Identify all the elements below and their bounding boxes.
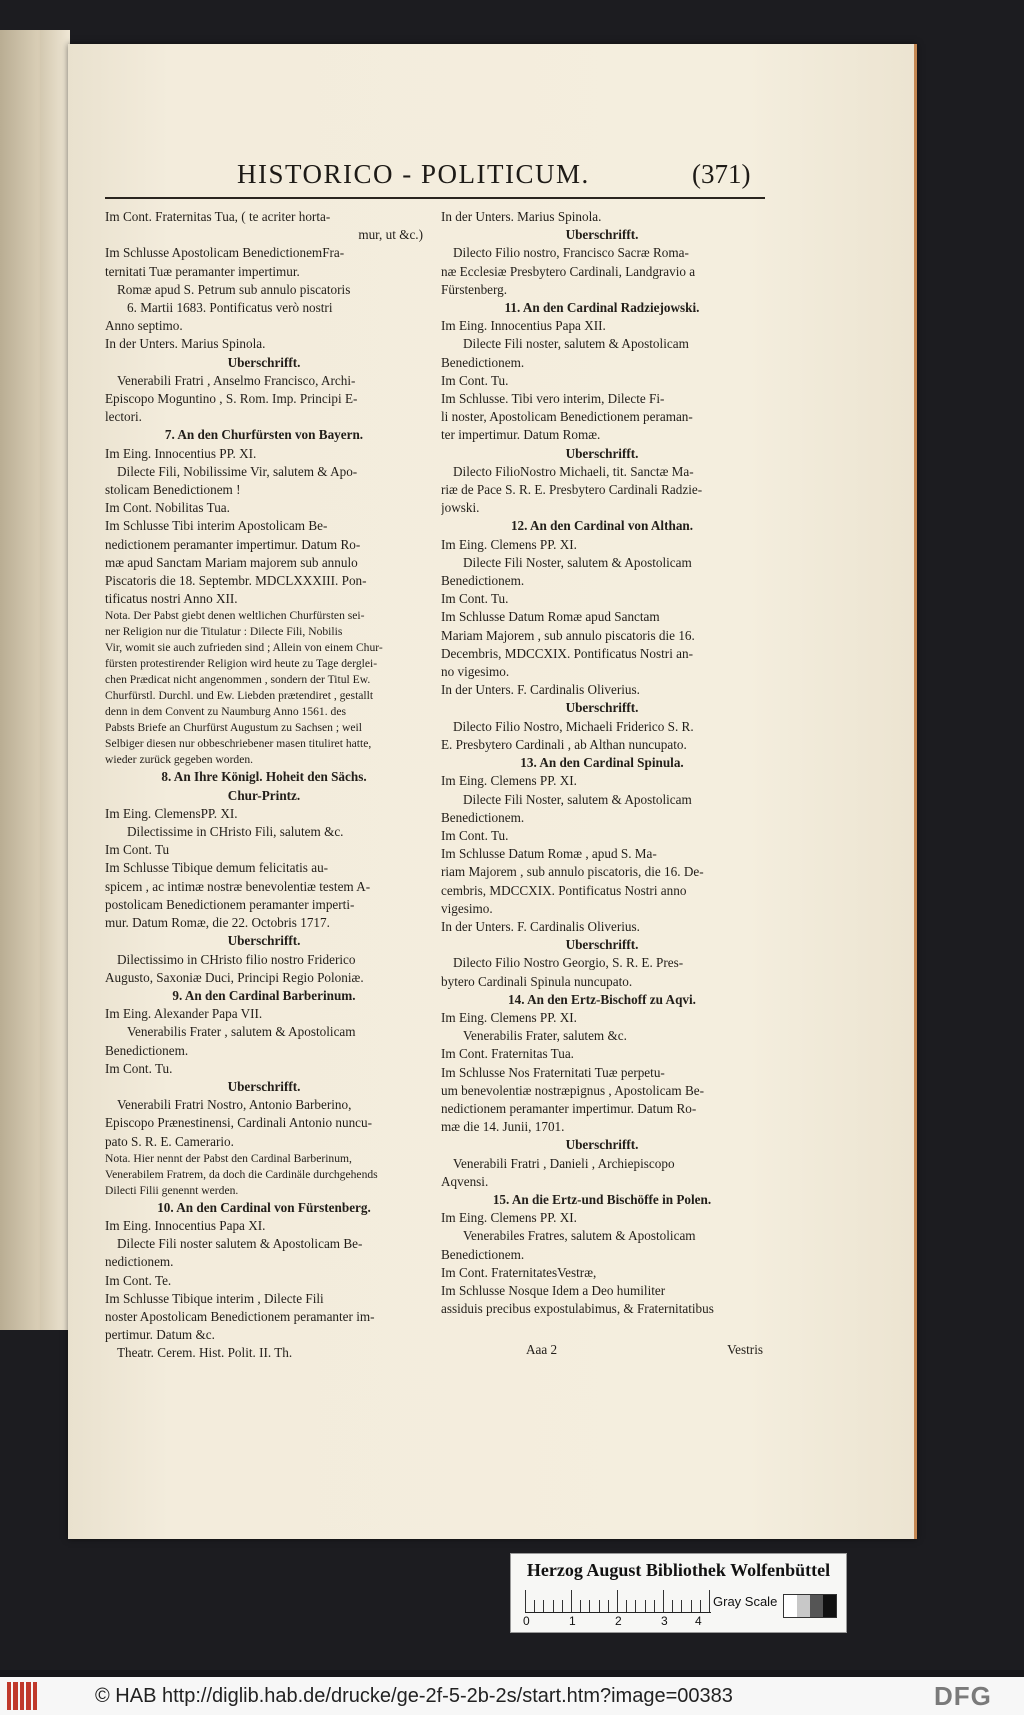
- ruler-tick: [543, 1600, 544, 1612]
- text-line: Fürstenberg.: [441, 281, 508, 297]
- ruler-tick: [617, 1590, 618, 1612]
- ruler-tick: [691, 1600, 692, 1612]
- text-line: noster Apostolicam Benedictionem peramanter im-: [105, 1308, 375, 1324]
- ruler-tick: [709, 1590, 710, 1612]
- text-line: ner Religion nur die Titulatur : Dilecte Fili, Nobilis: [105, 625, 343, 639]
- text-line: nedictionem.: [105, 1254, 174, 1270]
- text-line: Im Eing. Innocentius Papa XII.: [441, 318, 606, 334]
- text-line: Im Schlusse Nosque Idem a Deo humiliter: [441, 1282, 666, 1298]
- section-heading: 7. An den Churfürsten von Bayern.: [164, 427, 364, 443]
- scale-number: 3: [661, 1614, 668, 1628]
- text-line: Venerabili Fratri , Danieli , Archiepiscopo: [453, 1155, 675, 1171]
- ruler-tick: [599, 1600, 600, 1612]
- text-line: Venerabili Fratri , Anselmo Francisco, Archi-: [117, 372, 356, 388]
- section-heading: 13. An den Cardinal Spinula.: [520, 755, 684, 771]
- text-line: chen Prædicat nicht angenommen , sondern der Titul Ew.: [105, 673, 371, 687]
- text-line: Im Cont. Te.: [105, 1272, 172, 1288]
- section-heading: 12. An den Cardinal von Althan.: [510, 518, 694, 534]
- text-line: denn in dem Convent zu Naumburg Anno 1561. des: [105, 705, 346, 719]
- running-title: HISTORICO - POLITICUM.: [237, 159, 590, 189]
- scale-number: 4: [695, 1614, 702, 1628]
- text-line: Im Schlusse Apostolicam BenedictionemFra-: [105, 245, 345, 261]
- text-line: Augusto, Saxoniæ Duci, Principi Regio Poloniæ.: [105, 969, 364, 985]
- gray-swatch-cell: [797, 1595, 810, 1617]
- text-line: mæ apud Sanctam Mariam majorem sub annulo: [105, 554, 358, 570]
- text-line: Romæ apud S. Petrum sub annulo piscatoris: [117, 281, 351, 297]
- text-line: Dilecto Filio Nostro, Michaeli Friderico S. R.: [453, 718, 694, 734]
- ruler-tick: [589, 1600, 590, 1612]
- left-text-column: [105, 208, 423, 1363]
- text-line: jowski.: [441, 500, 480, 516]
- scale-number: 2: [615, 1614, 622, 1628]
- text-line: In der Unters. F. Cardinalis Oliverius.: [441, 918, 640, 934]
- text-line: Dilectissime in CHristo Fili, salutem &c.: [127, 824, 344, 840]
- text-line: Im Eing. Innocentius Papa XI.: [105, 1217, 266, 1233]
- text-line: Dilecti Filii genennt werden.: [105, 1183, 239, 1197]
- text-line: Im Schlusse Tibi interim Apostolicam Be-: [105, 518, 328, 534]
- text-line: Churfürstl. Durchl. und Ew. Liebden prætendiret , gestallt: [105, 689, 374, 703]
- text-line: Episcopo Prænestinensi, Cardinali Antonio nuncu-: [105, 1115, 373, 1131]
- text-line: lectori.: [105, 409, 142, 425]
- page-number: (371): [692, 159, 751, 189]
- text-line: Venerabilem Fratrem, da doch die Cardinäle durchgehends: [105, 1167, 378, 1181]
- text-line: vigesimo.: [441, 900, 493, 916]
- text-line: E. Presbytero Cardinali , ab Althan nuncupato.: [441, 736, 687, 752]
- ruler-tick: [608, 1600, 609, 1612]
- text-line: ter impertimur. Datum Romæ.: [441, 427, 601, 443]
- section-heading: Uberschrifft.: [565, 937, 639, 953]
- section-heading: 11. An den Cardinal Radziejowski.: [504, 300, 700, 316]
- text-line: In der Unters. Marius Spinola.: [105, 336, 266, 352]
- text-line: Im Schlusse Tibique demum felicitatis au-: [105, 860, 329, 876]
- text-line: Benedictionem.: [441, 573, 525, 589]
- section-heading: Uberschrifft.: [227, 354, 301, 370]
- hab-logo-icon: [7, 1682, 37, 1710]
- gray-scale-label: Gray Scale: [713, 1594, 778, 1609]
- scale-ruler: [525, 1588, 711, 1613]
- text-line: Im Cont. Tu.: [441, 591, 509, 607]
- text-line: Benedictionem.: [105, 1042, 189, 1058]
- text-line: Decembris, MDCCXIX. Pontificatus Nostri an-: [441, 645, 693, 661]
- scale-number: 0: [523, 1614, 530, 1628]
- text-line: ternitati Tuæ peramanter impertimur.: [105, 263, 300, 279]
- text-line: Benedictionem.: [441, 1246, 525, 1262]
- page-fold: [40, 30, 70, 1330]
- text-line: Dilecte Fili Noster, salutem & Apostolicam: [463, 791, 692, 807]
- text-line: Venerabilis Frater, salutem &c.: [463, 1028, 627, 1044]
- section-heading: Uberschrifft.: [565, 700, 639, 716]
- text-line: Im Cont. FraternitatesVestræ,: [441, 1264, 597, 1280]
- text-line: Dilecte Fili, Nobilissime Vir, salutem & Apo-: [117, 463, 358, 479]
- text-line: Benedictionem.: [441, 354, 525, 370]
- text-line: Im Schlusse. Tibi vero interim, Dilecte Fi-: [441, 391, 665, 407]
- text-line: mur, ut &c.): [358, 227, 423, 243]
- text-line: næ Ecclesiæ Presbytero Cardinali, Landgravio a: [441, 263, 696, 279]
- text-line: Dilecte Fili Noster, salutem & Apostolicam: [463, 554, 692, 570]
- text-line: Im Cont. Fraternitas Tua, ( te acriter horta-: [105, 209, 331, 224]
- section-heading: 9. An den Cardinal Barberinum.: [172, 987, 356, 1003]
- text-line: Im Cont. Tu.: [441, 827, 509, 843]
- text-line: riæ de Pace S. R. E. Presbytero Cardinali Radzie-: [441, 482, 703, 498]
- text-line: Benedictionem.: [441, 809, 525, 825]
- text-line: riam Majorem , sub annulo piscatoris, die 16. De-: [441, 864, 704, 880]
- text-line: Im Eing. Clemens PP. XI.: [441, 773, 577, 789]
- text-line: Piscatoris die 18. Septembr. MDCLXXXIII. Pon-: [105, 573, 367, 589]
- text-line: no vigesimo.: [441, 664, 510, 680]
- text-line: Im Cont. Tu: [105, 842, 170, 858]
- ruler-tick: [645, 1600, 646, 1612]
- text-line: Dilecto Filio nostro, Francisco Sacræ Roma-: [453, 245, 689, 261]
- ruler-tick: [553, 1600, 554, 1612]
- text-line: Im Cont. Tu.: [105, 1060, 173, 1076]
- text-line: li noster, Apostolicam Benedictionem peraman-: [441, 409, 693, 425]
- ruler-tick: [562, 1600, 563, 1612]
- text-line: Venerabiles Fratres, salutem & Apostolicam: [463, 1228, 696, 1244]
- text-line: Dilecte Fili noster, salutem & Apostolicam: [463, 336, 689, 352]
- text-line: Venerabilis Frater , salutem & Apostolicam: [127, 1024, 356, 1040]
- dfg-logo: DFG: [934, 1681, 992, 1711]
- text-line: Selbiger diesen nur obbeschriebener masen tituliret hatte,: [105, 737, 372, 751]
- text-line: postolicam Benedictionem peramanter imperti-: [105, 896, 355, 912]
- scale-number: 1: [569, 1614, 576, 1628]
- text-line: pato S. R. E. Camerario.: [105, 1133, 234, 1149]
- text-line: Nota. Der Pabst giebt denen weltlichen Churfürsten sei-: [105, 609, 365, 623]
- text-line: fürsten protestirender Religion wird heute zu Tage derglei-: [105, 657, 378, 671]
- text-line: Im Cont. Fraternitas Tua.: [441, 1046, 574, 1062]
- text-line: Im Eing. Clemens PP. XI.: [441, 1009, 577, 1025]
- text-line: Anno septimo.: [105, 318, 183, 334]
- ruler-tick: [672, 1600, 673, 1612]
- text-line: stolicam Benedictionem !: [105, 482, 241, 498]
- text-line: In der Unters. Marius Spinola.: [441, 209, 602, 224]
- text-line: Dilectissimo in CHristo filio nostro Friderico: [117, 951, 356, 967]
- ruler-tick: [626, 1600, 627, 1612]
- text-line: Dilecte Fili noster salutem & Apostolicam Be-: [117, 1236, 363, 1252]
- text-line: Im Eing. Clemens PP. XI.: [441, 1210, 577, 1226]
- text-line: Pabsts Briefe an Churfürst Augustum zu Sachsen ; weil: [105, 721, 362, 735]
- section-heading: Uberschrifft.: [565, 227, 639, 243]
- gray-scale-swatch: [783, 1594, 837, 1618]
- text-line: Episcopo Moguntino , S. Rom. Imp. Principi E-: [105, 391, 358, 407]
- text-line: nedictionem peramanter impertimur. Datum Ro-: [105, 536, 361, 552]
- text-line: Im Cont. Tu.: [441, 372, 509, 388]
- section-heading: 14. An den Ertz-Bischoff zu Aqvi.: [508, 991, 696, 1007]
- right-text-column: [441, 208, 763, 1318]
- ruler-tick: [635, 1600, 636, 1612]
- text-line: mæ die 14. Junii, 1701.: [441, 1119, 565, 1135]
- text-line: In der Unters. F. Cardinalis Oliverius.: [441, 682, 640, 698]
- catchword: Vestris: [727, 1342, 763, 1357]
- text-line: Im Eing. ClemensPP. XI.: [105, 805, 238, 821]
- section-heading: 8. An Ihre Königl. Hoheit den Sächs.: [161, 769, 367, 785]
- text-line: Im Eing. Clemens PP. XI.: [441, 536, 577, 552]
- library-name: Herzog August Bibliothek Wolfenbüttel: [526, 1560, 831, 1580]
- text-line: Im Schlusse Datum Romæ , apud S. Ma-: [441, 846, 657, 862]
- signature-mark: Aaa 2: [526, 1342, 558, 1357]
- text-line: Im Eing. Alexander Papa VII.: [105, 1006, 263, 1022]
- ruler-tick: [700, 1600, 701, 1612]
- gray-swatch-cell: [810, 1595, 823, 1617]
- section-heading: 10. An den Cardinal von Fürstenberg.: [157, 1199, 371, 1215]
- text-line: Venerabili Fratri Nostro, Antonio Barberino,: [117, 1097, 352, 1113]
- text-line: Im Schlusse Tibique interim , Dilecte Fili: [105, 1290, 324, 1306]
- ruler-tick: [654, 1600, 655, 1612]
- text-line: Nota. Hier nennt der Pabst den Cardinal Barberinum,: [105, 1151, 352, 1165]
- text-line: cembris, MDCCXIX. Pontificatus Nostri anno: [441, 882, 687, 898]
- text-line: Im Schlusse Datum Romæ apud Sanctam: [441, 609, 660, 625]
- ruler-tick: [663, 1590, 664, 1612]
- ruler-tick: [571, 1590, 572, 1612]
- page-header: [237, 159, 767, 199]
- text-line: 6. Martii 1683. Pontificatus verò nostri: [127, 300, 333, 316]
- text-line: Theatr. Cerem. Hist. Polit. II. Th.: [117, 1345, 293, 1361]
- text-line: Dilecto FilioNostro Michaeli, tit. Sanctæ Ma-: [453, 463, 694, 479]
- text-line: mur. Datum Romæ, die 22. Octobris 1717.: [105, 915, 330, 931]
- ruler-tick: [534, 1600, 535, 1612]
- section-heading: 15. An die Ertz-und Bischöffe in Polen.: [492, 1191, 712, 1207]
- ruler-tick: [580, 1600, 581, 1612]
- text-line: um benevolentiæ nostræpignus , Apostolicam Be-: [441, 1082, 704, 1098]
- text-line: Im Cont. Nobilitas Tua.: [105, 500, 230, 516]
- text-line: Mariam Majorem , sub annulo piscatoris die 16.: [441, 627, 695, 643]
- text-line: bytero Cardinali Spinula nuncupato.: [441, 973, 633, 989]
- ruler-tick: [681, 1600, 682, 1612]
- text-line: wieder zurück gegeben worden.: [105, 753, 254, 767]
- library-label: [510, 1553, 847, 1633]
- text-line: Dilecto Filio Nostro Georgio, S. R. E. Pres-: [453, 955, 684, 971]
- gray-swatch-cell: [784, 1595, 797, 1617]
- section-heading: Chur-Printz.: [227, 787, 301, 803]
- text-line: nedictionem peramanter impertimur. Datum Ro-: [441, 1100, 697, 1116]
- text-line: assiduis precibus expostulabimus, & Fraternitatibus: [441, 1301, 714, 1317]
- section-heading: Uberschrifft.: [565, 445, 639, 461]
- text-line: spicem , ac intimæ nostræ benevolentiæ testem A-: [105, 878, 371, 894]
- section-heading: Uberschrifft.: [227, 933, 301, 949]
- text-line: pertimur. Datum &c.: [105, 1327, 215, 1343]
- text-line: Im Schlusse Nos Fraternitati Tuæ perpetu-: [441, 1064, 665, 1080]
- text-line: tificatus nostri Anno XII.: [105, 591, 238, 607]
- header-rule: [105, 197, 765, 199]
- viewer-footer: [0, 1677, 1024, 1715]
- section-heading: Uberschrifft.: [565, 1137, 639, 1153]
- text-line: Aqvensi.: [441, 1173, 489, 1189]
- text-line: Vir, womit sie auch zufrieden sind ; Allein von einem Chur-: [105, 641, 383, 655]
- section-heading: Uberschrifft.: [227, 1078, 301, 1094]
- footer-url[interactable]: © HAB http://diglib.hab.de/drucke/ge-2f-5-2b-2s/start.htm?image=00383: [95, 1685, 733, 1707]
- gray-swatch-cell: [823, 1595, 836, 1617]
- text-line: Im Eing. Innocentius PP. XI.: [105, 445, 257, 461]
- ruler-tick: [525, 1590, 526, 1612]
